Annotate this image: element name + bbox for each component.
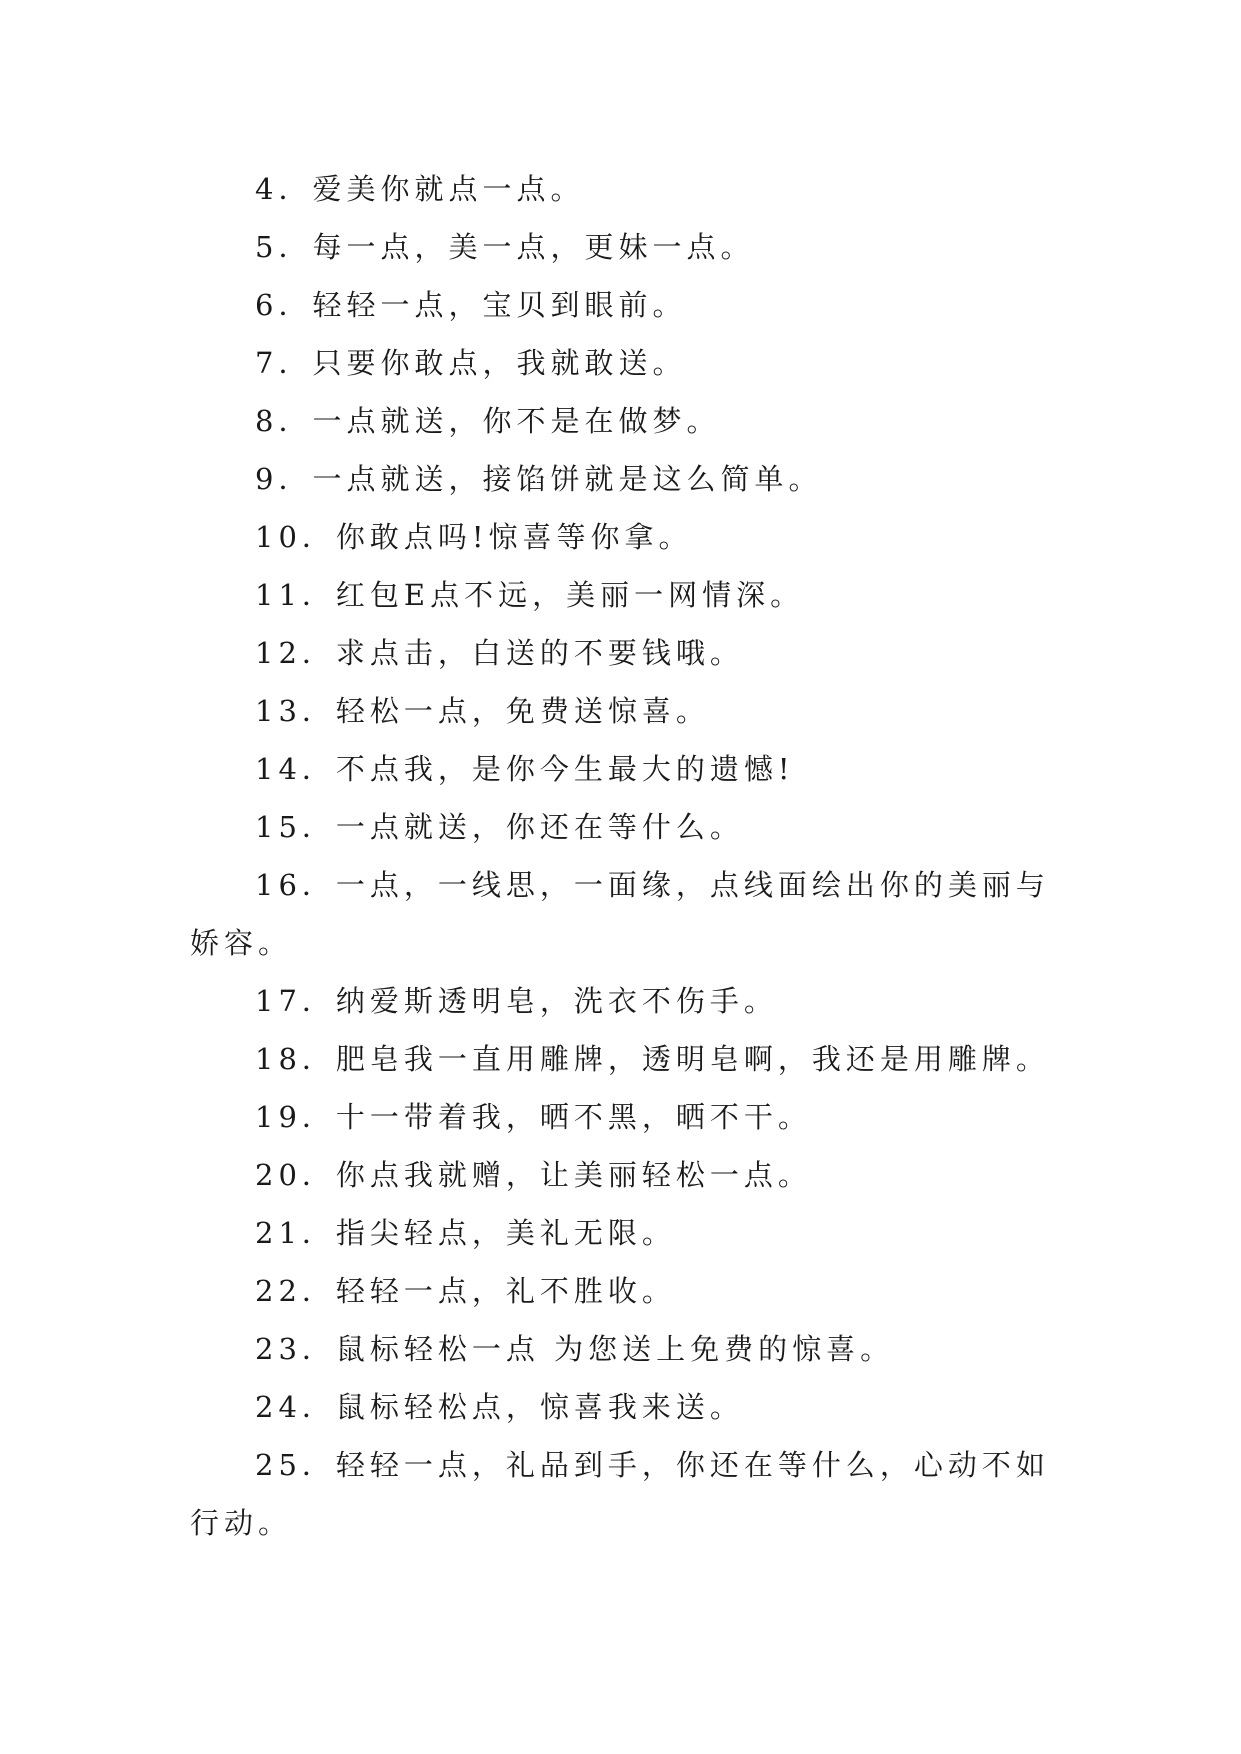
list-item: 15．一点就送，你还在等什么。: [255, 810, 744, 844]
list-item: 24．鼠标轻松点，惊喜我来送。: [255, 1390, 744, 1424]
list-item: 20．你点我就赠，让美丽轻松一点。: [255, 1158, 812, 1192]
slogan-list: [190, 160, 1050, 1552]
list-item: 23．鼠标轻松一点 为您送上免费的惊喜。: [255, 1332, 895, 1366]
list-item: 21．指尖轻点，美礼无限。: [255, 1216, 676, 1250]
list-item: 19．十一带着我，晒不黑，晒不干。: [255, 1100, 812, 1134]
list-item: 16．一点，一线思，一面缘，点线面绘出你的美丽与娇容。: [190, 868, 1050, 960]
list-item: 10．你敢点吗!惊喜等你拿。: [255, 520, 693, 554]
list-item: 22．轻轻一点，礼不胜收。: [255, 1274, 676, 1308]
list-item: 7．只要你敢点，我就敢送。: [255, 346, 687, 380]
list-item: 8．一点就送，你不是在做梦。: [255, 404, 721, 438]
list-item: 25．轻轻一点，礼品到手，你还在等什么，心动不如行动。: [190, 1448, 1050, 1540]
list-item: 12．求点击，白送的不要钱哦。: [255, 636, 744, 670]
list-item: 6．轻轻一点，宝贝到眼前。: [255, 288, 687, 322]
list-item: 4．爱美你就点一点。: [255, 172, 585, 206]
list-item: 11．红包E点不远，美丽一网情深。: [255, 578, 805, 612]
list-item: 5．每一点，美一点，更妹一点。: [255, 230, 755, 264]
list-item: 18．肥皂我一直用雕牌，透明皂啊，我还是用雕牌。: [255, 1042, 1050, 1076]
list-item: 9．一点就送，接馅饼就是这么简单。: [255, 462, 823, 496]
list-item: 17．纳爱斯透明皂，洗衣不伤手。: [255, 984, 778, 1018]
list-item: 14．不点我，是你今生最大的遗憾!: [255, 752, 795, 786]
list-item: 13．轻松一点，免费送惊喜。: [255, 694, 710, 728]
